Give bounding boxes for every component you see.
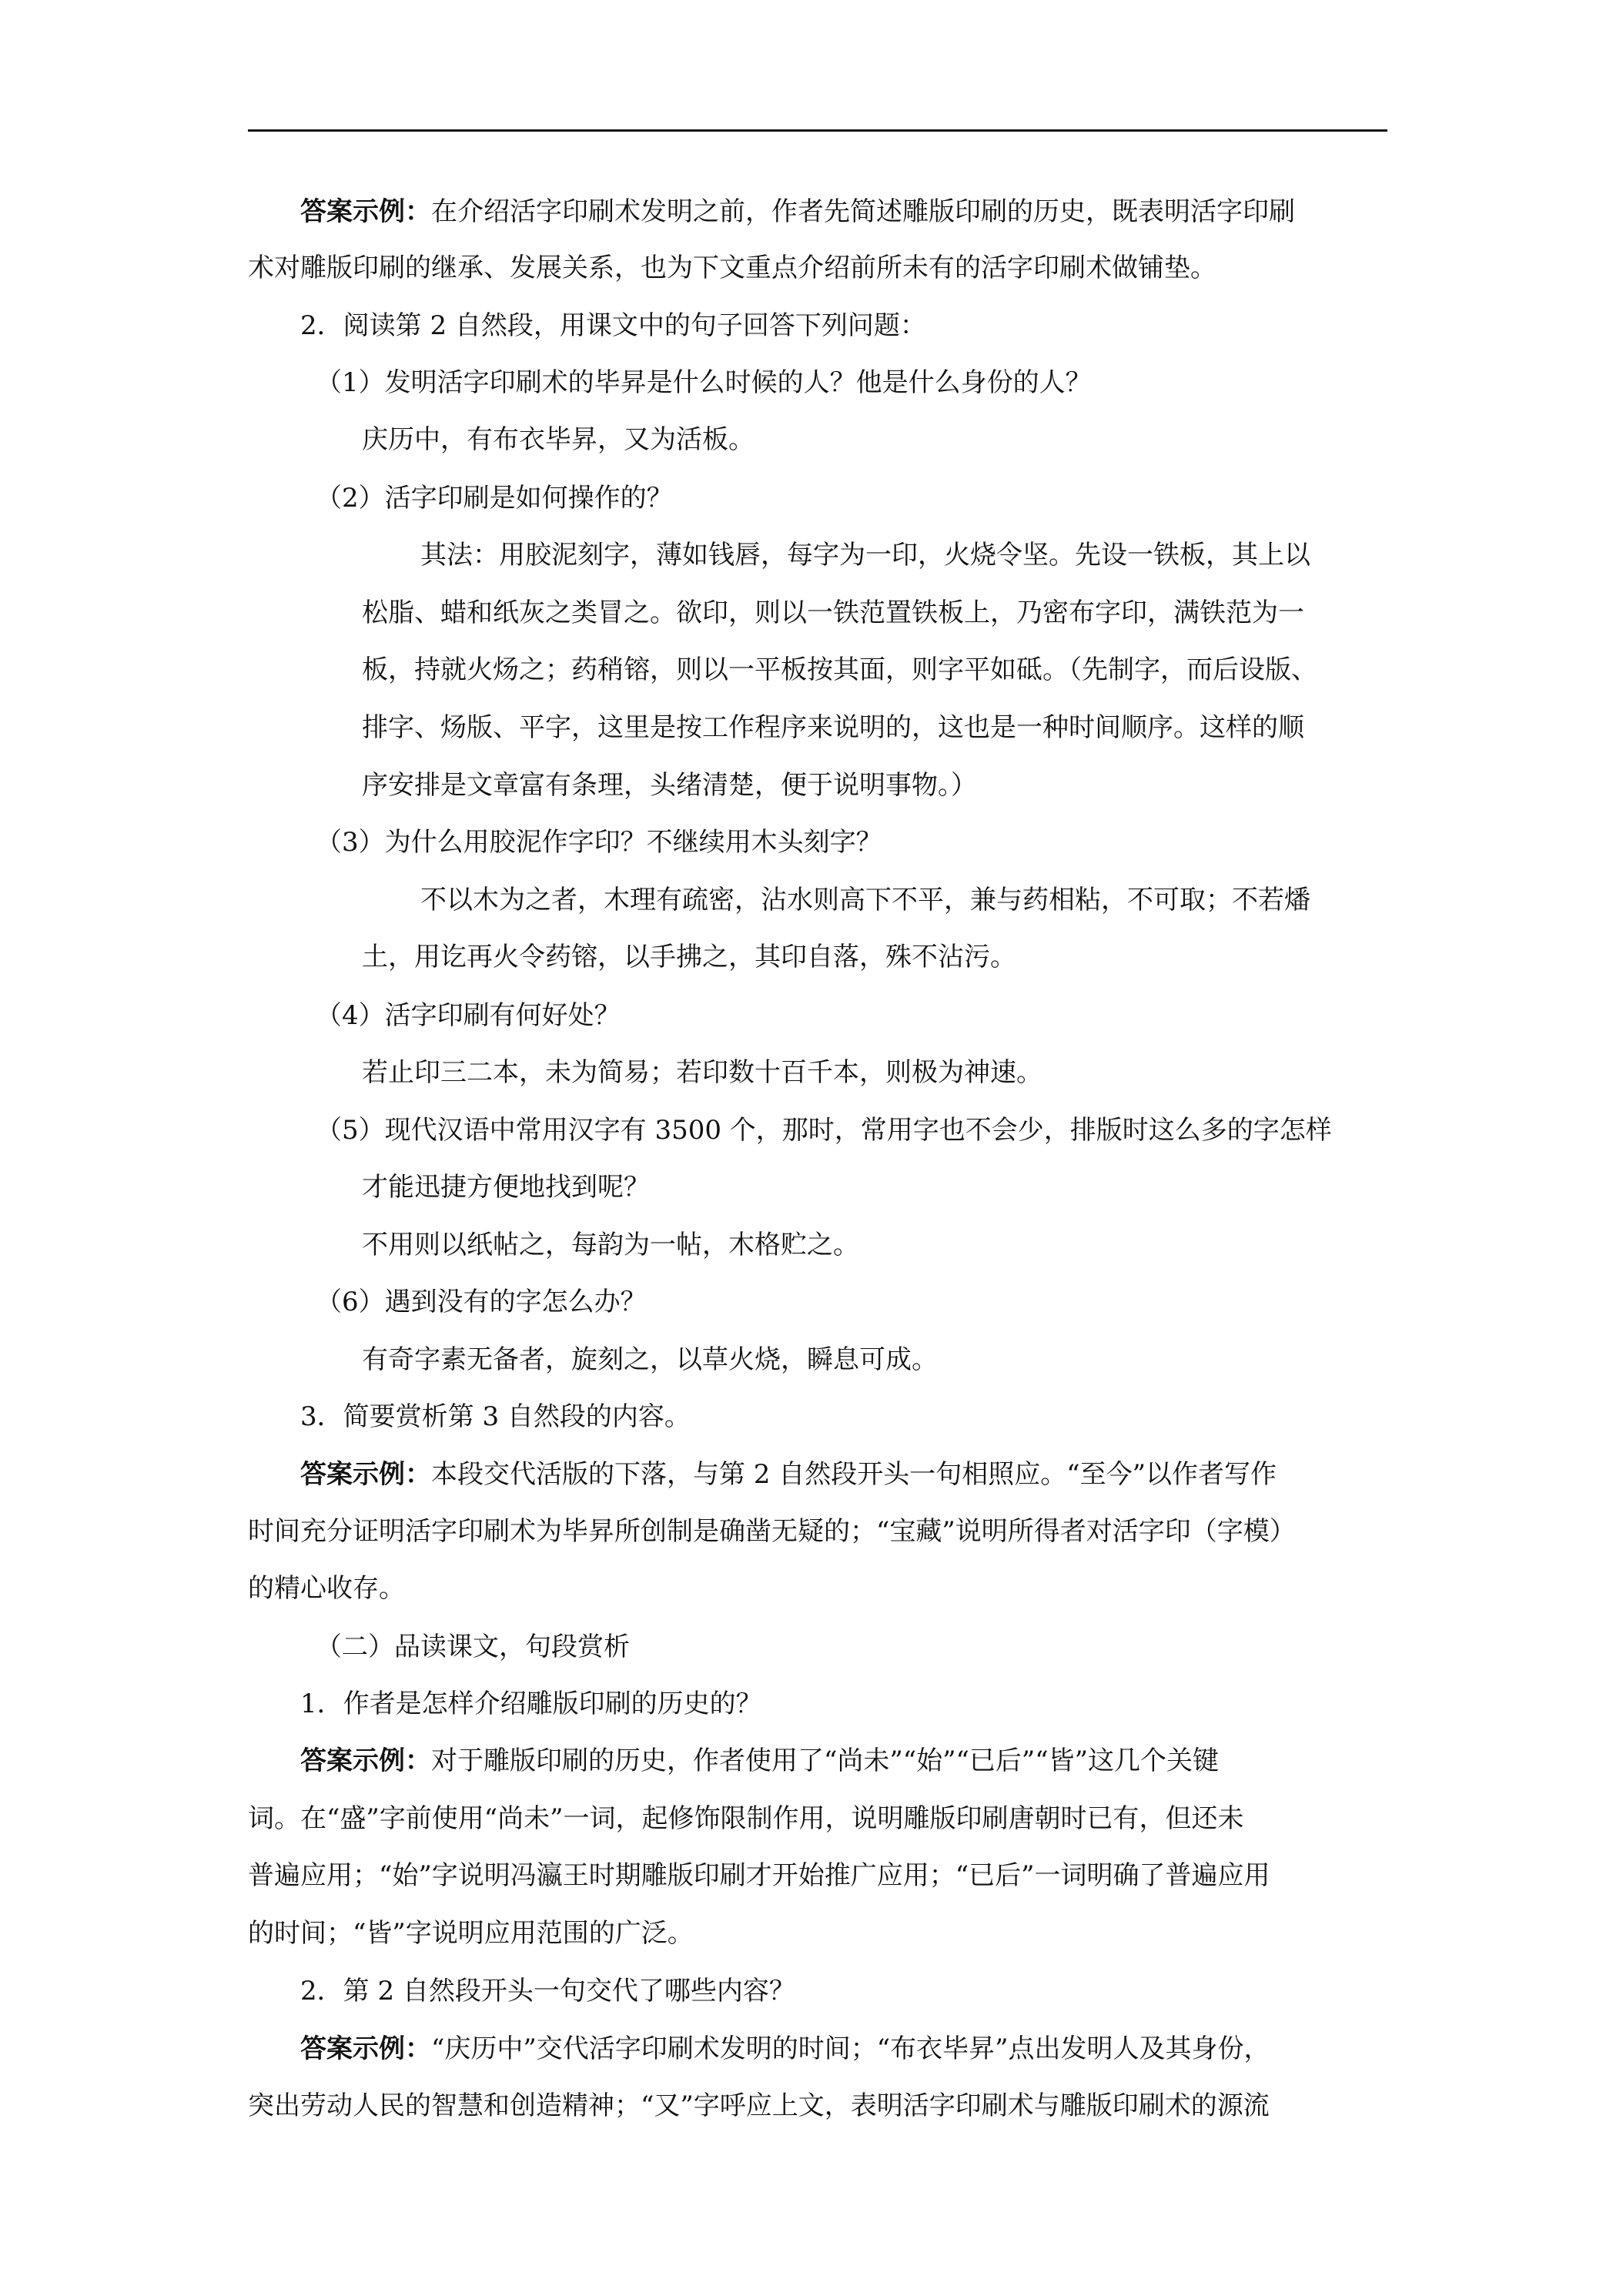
answer-text: 松脂、蜡和纸灰之类冒之。欲印，则以一铁范置铁板上，乃密布字印，满铁范为一 xyxy=(362,597,1304,628)
answer-text: 有奇字素无备者，旋刻之，以草火烧，瞬息可成。 xyxy=(362,1344,938,1375)
answer-text: 土，用讫再火令药镕，以手拂之，其印自落，殊不沾污。 xyxy=(362,942,1016,972)
answer-text: 序安排是文章富有条理，头绪清楚，便于说明事物。） xyxy=(362,770,977,801)
answer-text: 板，持就火炀之；药稍镕，则以一平板按其面，则字平如砥。（先制字，而后设版、 xyxy=(362,654,1317,685)
sub-question: （2）活字印刷是如何操作的？ xyxy=(316,483,673,514)
sub-question: （6）遇到没有的字怎么办？ xyxy=(316,1287,647,1317)
answer-label: 答案示例： xyxy=(300,2033,431,2064)
sub-question: （1）发明活字印刷术的毕昇是什么时候的人？他是什么身份的人？ xyxy=(316,367,1092,398)
sub-question: （3）为什么用胶泥作字印？不继续用木头刻字？ xyxy=(316,827,882,858)
answer-example-paragraph: 答案示例：本段交代活版的下落，与第 2 自然段开头一句相照应。“至今”以作者写作 xyxy=(300,1459,1277,1490)
answer-example-paragraph: 答案示例：“庆历中”交代活字印刷术发明的时间；“布衣毕昇”点出发明人及其身份， xyxy=(300,2033,1270,2064)
sub-question: （4）活字印刷有何好处？ xyxy=(316,1000,621,1031)
question-item: 2．第 2 自然段开头一句交代了哪些内容？ xyxy=(300,1976,795,2006)
header-rule xyxy=(248,129,1387,132)
text-line: 突出劳动人民的智慧和创造精神；“又”字呼应上文，表明活字印刷术与雕版印刷术的源流 xyxy=(248,2090,1270,2121)
answer-label: 答案示例： xyxy=(300,196,431,227)
text-line: 的精心收存。 xyxy=(248,1573,405,1604)
answer-label: 答案示例： xyxy=(300,1745,431,1776)
question-item: 1．作者是怎样介绍雕版印刷的历史的？ xyxy=(300,1689,762,1719)
text-line: 的时间；“皆”字说明应用范围的广泛。 xyxy=(248,1918,694,1949)
answer-text: 不以木为之者，木理有疏密，沾水则高下不平，兼与药相粘，不可取；不若燔 xyxy=(420,885,1310,915)
text-line: 时间充分证明活字印刷术为毕昇所创制是确凿无疑的；“宝藏”说明所得者对活字印（字模） xyxy=(248,1516,1296,1547)
answer-text: 其法：用胶泥刻字，薄如钱唇，每字为一印，火烧令坚。先设一铁板，其上以 xyxy=(420,540,1310,571)
section-heading: （二）品读课文，句段赏析 xyxy=(316,1632,630,1662)
text-line: 普遍应用；“始”字说明冯瀛王时期雕版印刷才开始推广应用；“已后”一词明确了普遍应用 xyxy=(248,1860,1270,1891)
answer-text: 庆历中，有布衣毕昇，又为活板。 xyxy=(362,424,755,455)
text-line: 词。在“盛”字前使用“尚未”一词，起修饰限制作用，说明雕版印刷唐朝时已有，但还未 xyxy=(248,1803,1244,1834)
text-line: 术对雕版印刷的继承、发展关系，也为下文重点介绍前所未有的活字印刷术做铺垫。 xyxy=(248,253,1216,283)
question-item: 2．阅读第 2 自然段，用课文中的句子回答下列问题： xyxy=(300,310,926,341)
sub-question-continuation: 才能迅捷方便地找到呢？ xyxy=(362,1172,650,1203)
answer-example-paragraph: 答案示例：对于雕版印刷的历史，作者使用了“尚未”“始”“已后”“皆”这几个关键 xyxy=(300,1745,1220,1776)
sub-question: （5）现代汉语中常用汉字有 3500 个，那时，常用字也不会少，排版时这么多的字怎样 xyxy=(316,1115,1332,1146)
question-item: 3．简要赏析第 3 自然段的内容。 xyxy=(300,1401,691,1432)
answer-text: 排字、炀版、平字，这里是按工作程序来说明的，这也是一种时间顺序。这样的顺 xyxy=(362,712,1304,743)
answer-example-paragraph: 答案示例：在介绍活字印刷术发明之前，作者先简述雕版印刷的历史，既表明活字印刷 xyxy=(300,196,1295,227)
answer-text: 不用则以纸帖之，每韵为一帖，木格贮之。 xyxy=(362,1230,859,1260)
answer-label: 答案示例： xyxy=(300,1459,431,1490)
answer-text: 若止印三二本，未为简易；若印数十百千本，则极为神速。 xyxy=(362,1057,1042,1088)
